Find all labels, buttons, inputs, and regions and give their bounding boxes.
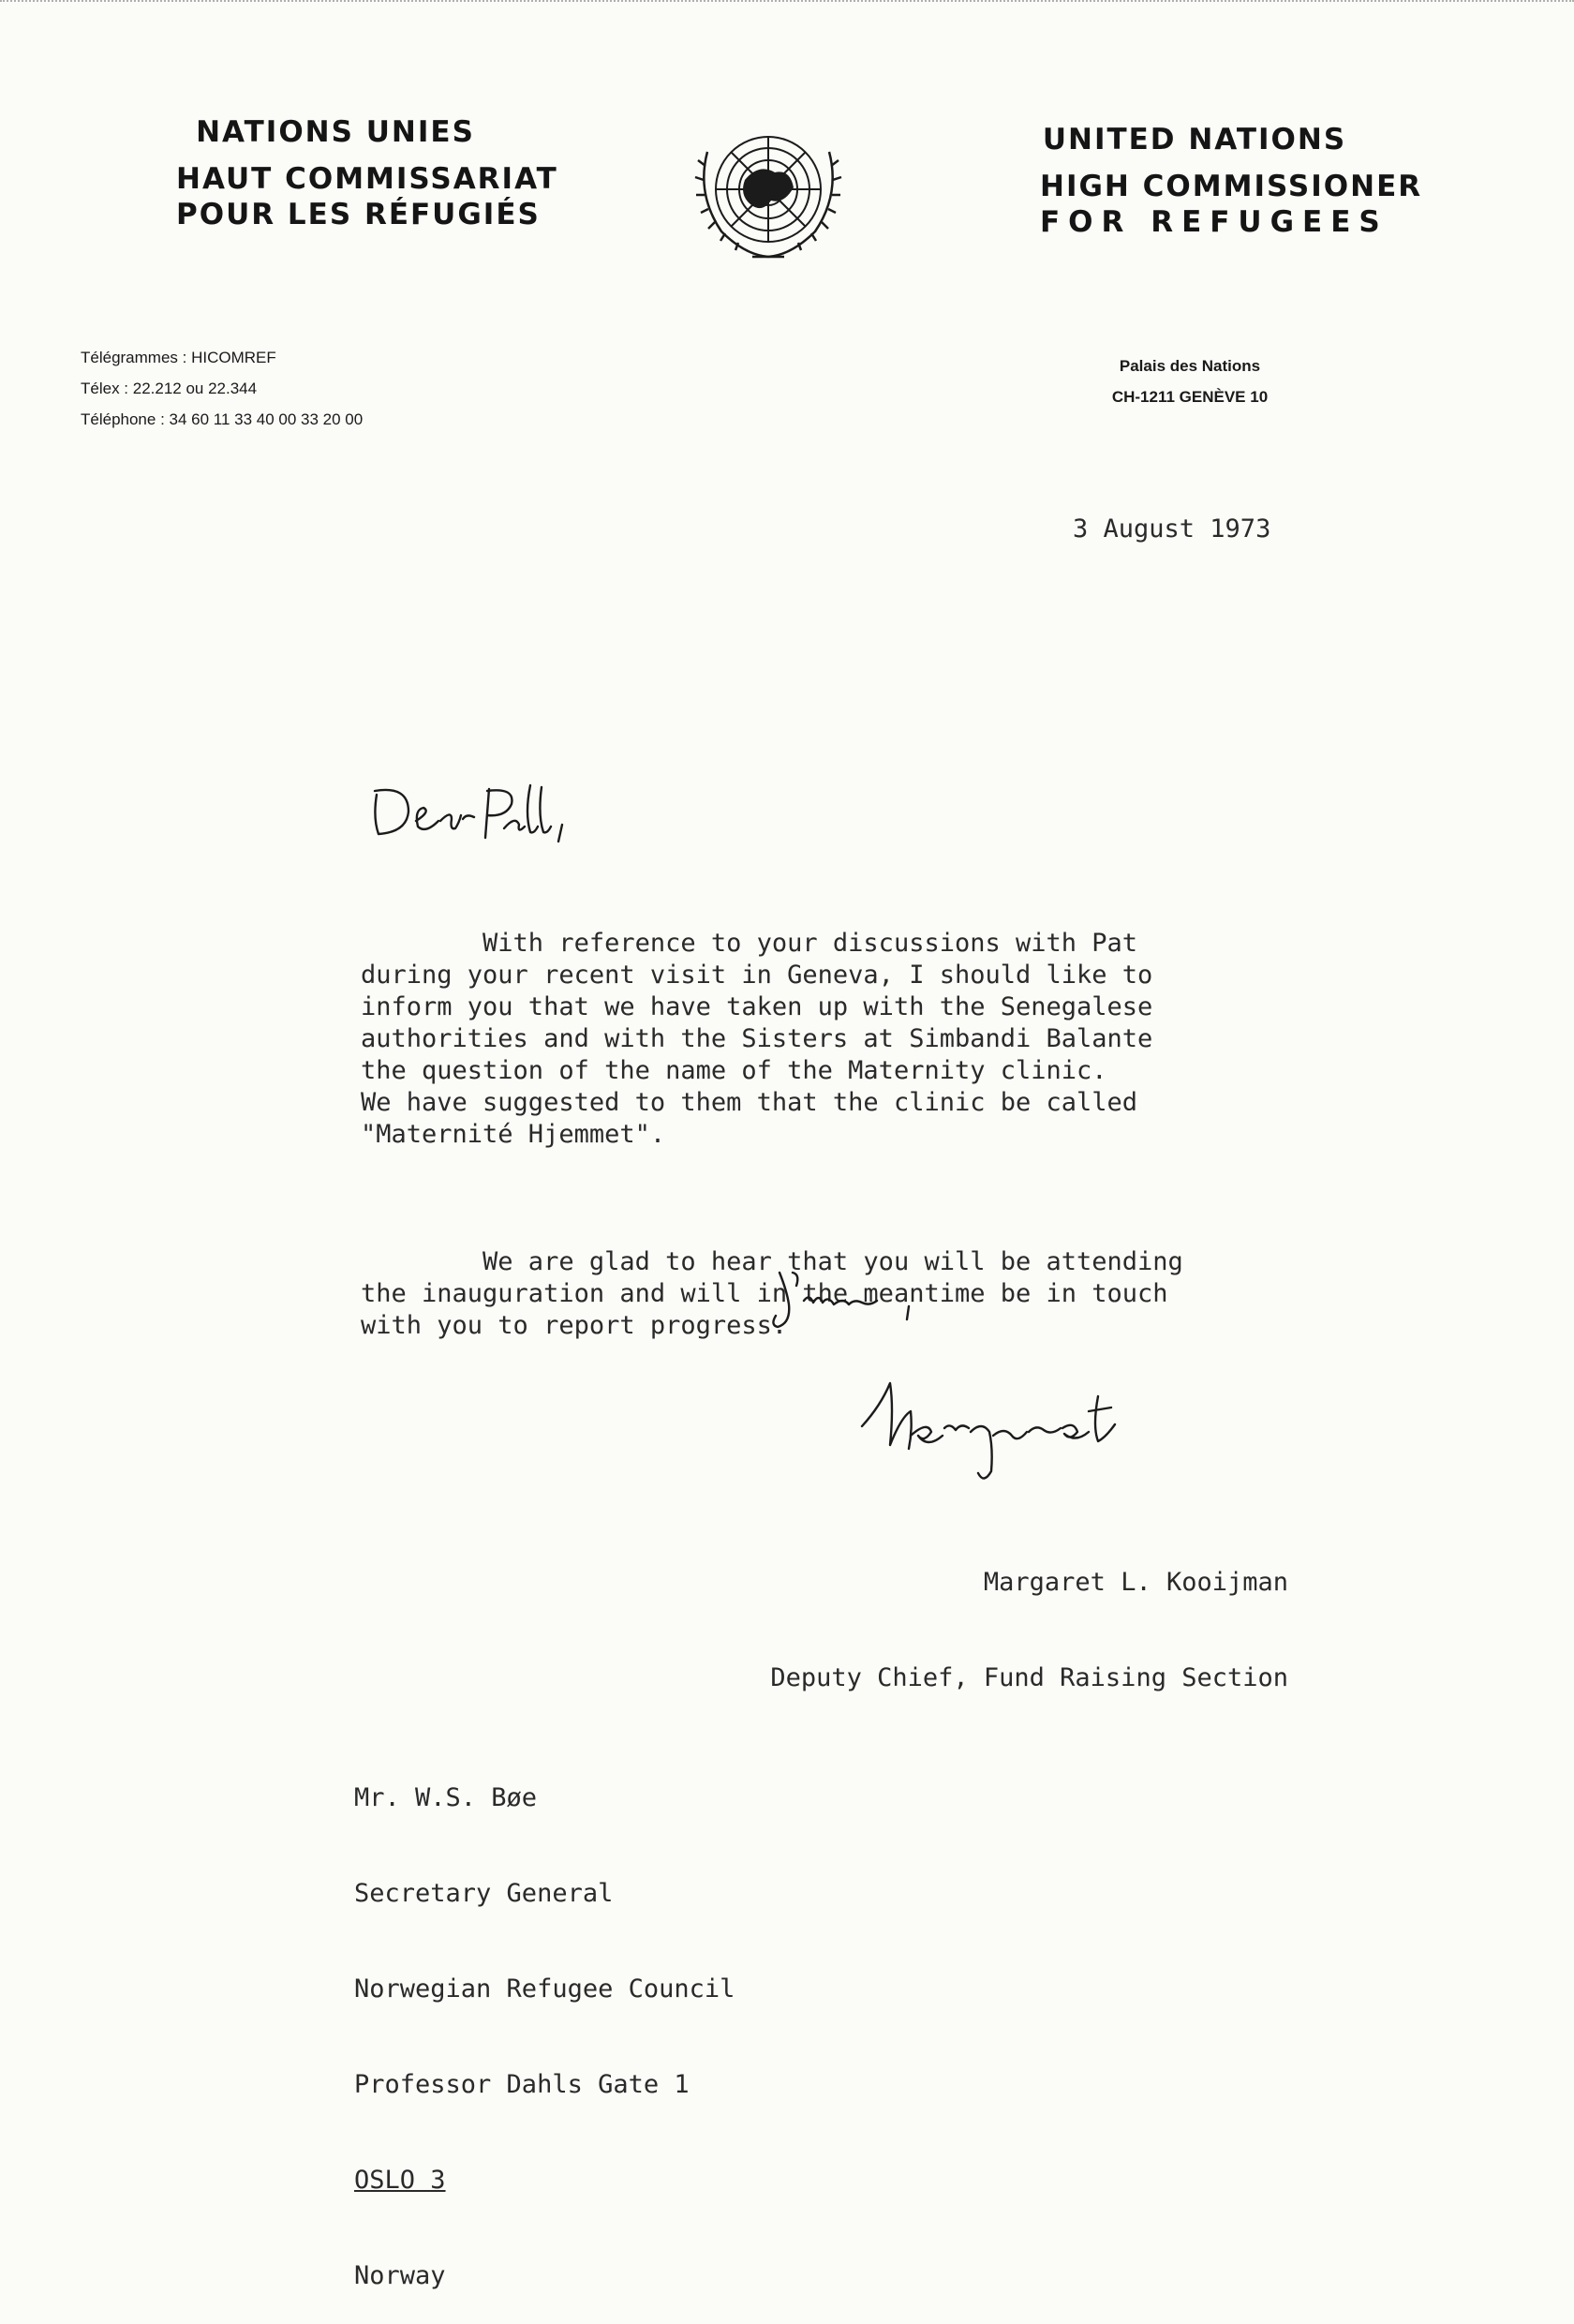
body-line: the inauguration and will in the meantime be in touch [361, 1279, 1168, 1308]
body-line: the question of the name of the Maternity clinic. [361, 1056, 1107, 1085]
signatory-block [740, 1503, 1288, 1726]
office-address-line2: CH-1211 GENÈVE 10 [1111, 388, 1269, 406]
letterhead-fr-line2: HAUT COMMISSARIAT [176, 162, 558, 196]
letterhead-fr-line1: NATIONS UNIES [196, 115, 475, 149]
telex-line: Télex : 22.212 ou 22.344 [81, 380, 258, 397]
letterhead-fr-line3: POUR LES RÉFUGIÉS [176, 198, 541, 231]
body-line: inform you that we have taken up with the Senegalese [361, 992, 1153, 1021]
salutation-handwriting [365, 776, 581, 851]
signature [853, 1370, 1162, 1492]
signatory-title: Deputy Chief, Fund Raising Section [770, 1663, 1288, 1692]
body-line: We are glad to hear that you will be attending [361, 1247, 1183, 1276]
recipient-city: OSLO 3 [354, 2166, 446, 2195]
recipient-line: Professor Dahls Gate 1 [354, 2070, 690, 2099]
un-emblem-icon [679, 114, 857, 264]
letter-date: 3 August 1973 [1073, 514, 1271, 544]
body-line: We have suggested to them that the clinic be called [361, 1088, 1138, 1117]
telephone-line: Téléphone : 34 60 11 33 40 00 33 20 00 [81, 410, 364, 428]
body-line: with you to report progress. [361, 1311, 788, 1340]
closing [768, 1263, 928, 1338]
letterhead-french [176, 114, 558, 232]
signatory-name: Margaret L. Kooijman [983, 1568, 1288, 1597]
recipient-country: Norway [354, 2261, 446, 2290]
office-address-line1: Palais des Nations [1119, 357, 1261, 375]
letterhead-english [1040, 122, 1423, 240]
letterhead-en-line1: UNITED NATIONS [1042, 123, 1347, 156]
closing-handwriting [768, 1263, 928, 1338]
body-line: during your recent visit in Geneva, I should like to [361, 961, 1153, 990]
paragraph-1 [361, 928, 1183, 1151]
letterhead-en-line2: HIGH COMMISSIONER [1040, 170, 1423, 203]
body-line: "Maternité Hjemmet". [361, 1120, 666, 1149]
contact-details [81, 342, 363, 435]
signature-handwriting [853, 1370, 1162, 1492]
telegrams-line: Télégrammes : HICOMREF [81, 349, 276, 366]
recipient-line: Mr. W.S. Bøe [354, 1783, 538, 1812]
letterhead-en-line3: FOR REFUGEES [1040, 205, 1388, 239]
office-address [1077, 350, 1302, 412]
recipient-line: Secretary General [354, 1879, 614, 1908]
recipient-line: Norwegian Refugee Council [354, 1974, 735, 2004]
body-line: With reference to your discussions with Pat [361, 929, 1138, 958]
recipient-address [354, 1719, 735, 2324]
salutation [365, 776, 581, 851]
page-edge-noise [0, 0, 1574, 7]
body-line: authorities and with the Sisters at Simbandi Balante [361, 1024, 1153, 1053]
